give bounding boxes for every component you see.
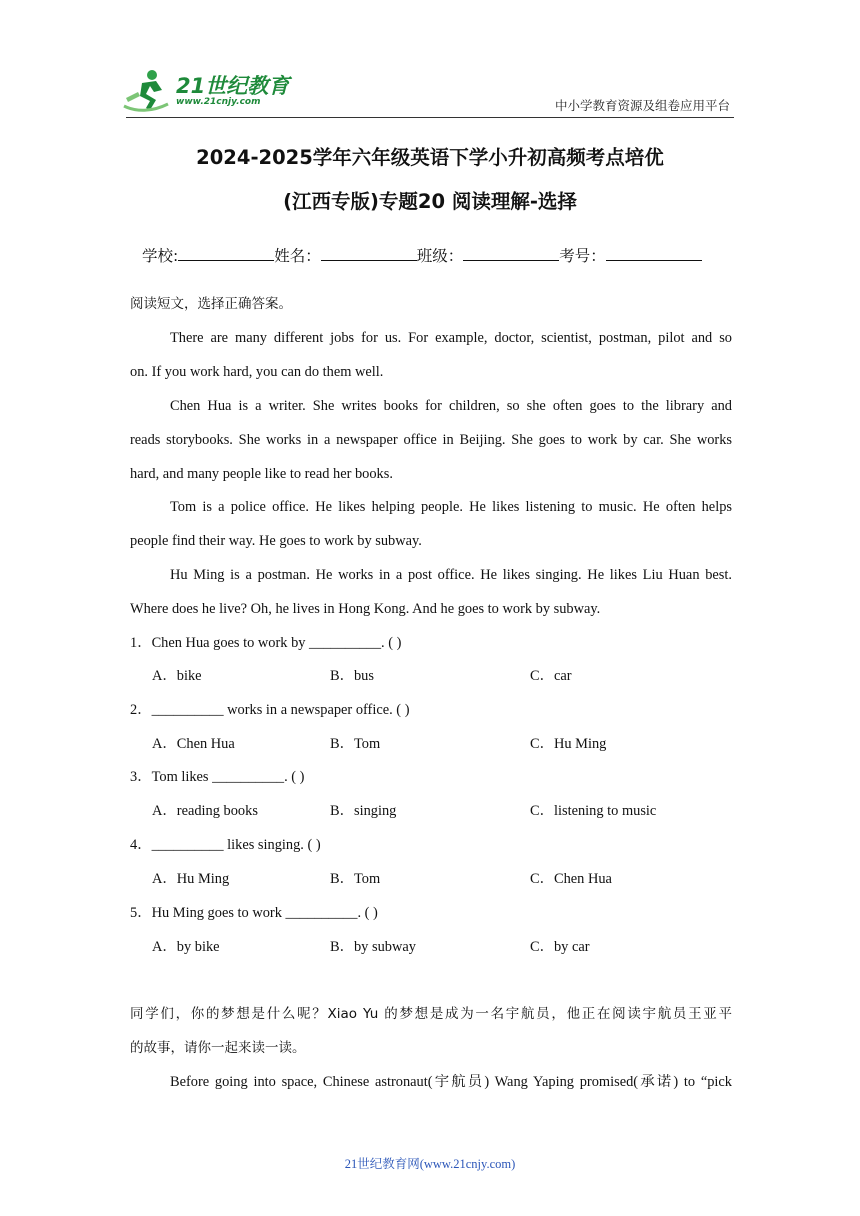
question-2-option-a[interactable]: A．Chen Hua (152, 736, 235, 752)
question-2-stem: 2．__________ works in a newspaper office. ( ) (130, 702, 410, 718)
class-blank[interactable] (463, 246, 559, 261)
question-5-option-a[interactable]: A．by bike (152, 939, 220, 955)
footer-link[interactable]: 21世纪教育网(www.21cnjy.com) (344, 1157, 516, 1171)
question-5-option-c[interactable]: C．by car (530, 939, 590, 955)
passage-line: Hu Ming is a postman. He works in a post office. He likes singing. He likes Liu Huan best. (170, 567, 732, 583)
section2-intro-line: 的故事，请你一起来读一读。 (130, 1040, 306, 1056)
logo-text: 21世纪教育 (176, 74, 290, 98)
passage-line: on. If you work hard, you can do them well. (130, 364, 384, 380)
section2-passage-line: Before going into space, Chinese astronaut(宇航员) Wang Yaping promised(承诺) to “pick (170, 1074, 732, 1090)
question-4-option-c[interactable]: C．Chen Hua (530, 871, 612, 887)
passage-line: hard, and many people like to read her books. (130, 466, 393, 482)
question-2-option-c[interactable]: C．Hu Ming (530, 736, 607, 752)
site-logo[interactable] (122, 68, 292, 114)
passage-line: Where does he live? Oh, he lives in Hong Kong. And he goes to work by subway. (130, 601, 601, 617)
runner-logo-icon (122, 68, 176, 114)
question-2-option-b[interactable]: B．Tom (330, 736, 381, 752)
number-label: 考号： (559, 247, 606, 265)
page-subtitle: (江西专版)专题20 阅读理解-选择 (283, 190, 577, 213)
question-4-stem: 4．__________ likes singing. ( ) (130, 837, 321, 853)
page-title: 2024-2025学年六年级英语下学小升初高频考点培优 (196, 146, 664, 169)
question-3-option-a[interactable]: A．reading books (152, 803, 258, 819)
question-5-option-b[interactable]: B．by subway (330, 939, 416, 955)
school-blank[interactable] (178, 246, 274, 261)
header-divider (126, 117, 734, 118)
school-label: 学校: (142, 247, 179, 265)
passage-line: There are many different jobs for us. For example, doctor, scientist, postman, pilot and so (170, 330, 732, 346)
question-3-option-c[interactable]: C．listening to music (530, 803, 657, 819)
number-blank[interactable] (606, 246, 702, 261)
question-4-option-b[interactable]: B．Tom (330, 871, 381, 887)
question-1-option-a[interactable]: A．bike (152, 668, 202, 684)
question-1-option-c[interactable]: C．car (530, 668, 572, 684)
question-4-option-a[interactable]: A．Hu Ming (152, 871, 230, 887)
passage-line: reads storybooks. She works in a newspaper office in Beijing. She goes to work by car. She works (130, 432, 732, 448)
question-1-option-b[interactable]: B．bus (330, 668, 374, 684)
name-label: 姓名： (274, 247, 321, 265)
passage-line: people find their way. He goes to work by subway. (130, 533, 422, 549)
passage-line: Tom is a police office. He likes helping people. He likes listening to music. He often helps (170, 499, 732, 515)
question-3-option-b[interactable]: B．singing (330, 803, 397, 819)
instruction-text: 阅读短文，选择正确答案。 (130, 296, 292, 312)
question-1-stem: 1．Chen Hua goes to work by __________. ( ) (130, 635, 402, 651)
platform-name: 中小学教育资源及组卷应用平台 (554, 98, 730, 113)
section2-intro-line: 同学们，你的梦想是什么呢？Xiao Yu 的梦想是成为一名宇航员，他正在阅读宇航员王亚平 (130, 1006, 732, 1022)
class-label: 班级： (416, 247, 464, 265)
question-5-stem: 5．Hu Ming goes to work __________. ( ) (130, 905, 378, 921)
logo-url: www.21cnjy.com (176, 97, 261, 107)
student-info-line (142, 244, 702, 266)
passage-line: Chen Hua is a writer. She writes books for children, so she often goes to the library and (170, 398, 732, 414)
question-3-stem: 3．Tom likes __________. ( ) (130, 769, 305, 785)
name-blank[interactable] (321, 246, 417, 261)
